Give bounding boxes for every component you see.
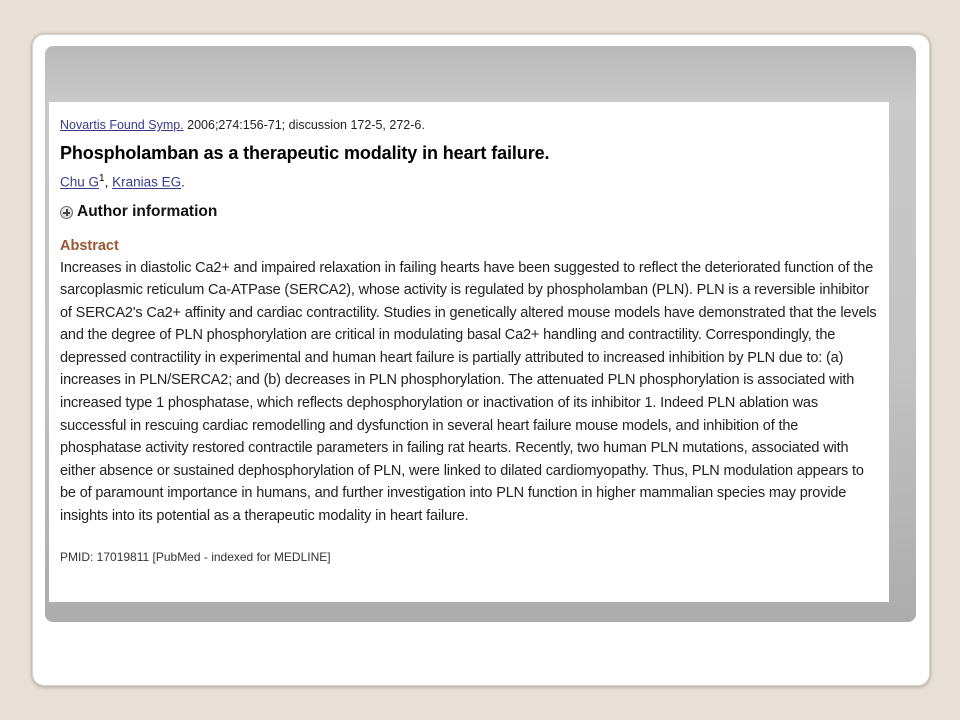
author-separator: , xyxy=(104,174,113,190)
author-list-end: . xyxy=(181,174,185,190)
author-link-chu[interactable]: Chu G xyxy=(60,174,100,190)
citation xyxy=(60,116,879,134)
pmid-line: PMID: 17019811 [PubMed - indexed for MEDLINE] xyxy=(60,549,331,564)
pubmed-abstract-screenshot xyxy=(49,102,889,602)
author-list xyxy=(60,169,879,193)
article-title: Phospholamban as a therapeutic modality in heart failure. xyxy=(60,143,550,163)
citation-details: 2006;274:156-71; discussion 172-5, 272-6. xyxy=(183,118,425,132)
author-information-toggle[interactable] xyxy=(60,202,879,222)
abstract-text: Increases in diastolic Ca2+ and impaired relaxation in failing hearts have been suggested to reflect the deteriorated function of the sarcoplasmic reticulum Ca-ATPase (SERCA2), whose activity is regulated by phospholamban (PLN). PLN is a reversible inhibitor of SERCA2's Ca2+ affinity and cardiac contractility. Studies in genetically altered mouse models have demonstrated that the levels and the degree of PLN phosphorylation are critical in modulating basal Ca2+ handling and contractility. Correspondingly, the depressed contractility in experimental and human heart failure is partially attributed to increased inhibition by PLN due to: (a) increases in PLN/SERCA2; and (b) decreases in PLN phosphorylation. The attenuated PLN phosphorylation is associated with increased type 1 phosphatase, which reflects dephosphorylation or inactivation of its inhibitor 1. Indeed PLN ablation was successful in rescuing cardiac remodelling and dysfunction in several heart failure mouse models, and inhibition of the phosphatase activity restored contractile parameters in failing rat hearts. Recently, two human PLN mutations, associated with either absence or sustained dephosphorylation of PLN, were linked to dilated cardiomyopathy. Thus, PLN modulation appears to be of paramount importance in humans, and further investigation into PLN function in higher mammalian species may provide insights into its potential as a therapeutic modality in heart failure. xyxy=(60,259,877,525)
author-affiliation-marker: 1 xyxy=(99,173,105,184)
abstract-heading: Abstract xyxy=(60,237,119,254)
author-information-label: Author information xyxy=(77,202,218,220)
plus-circle-icon[interactable] xyxy=(60,206,73,219)
author-link-kranias[interactable]: Kranias EG xyxy=(112,174,182,190)
journal-link[interactable]: Novartis Found Symp. xyxy=(60,118,184,132)
